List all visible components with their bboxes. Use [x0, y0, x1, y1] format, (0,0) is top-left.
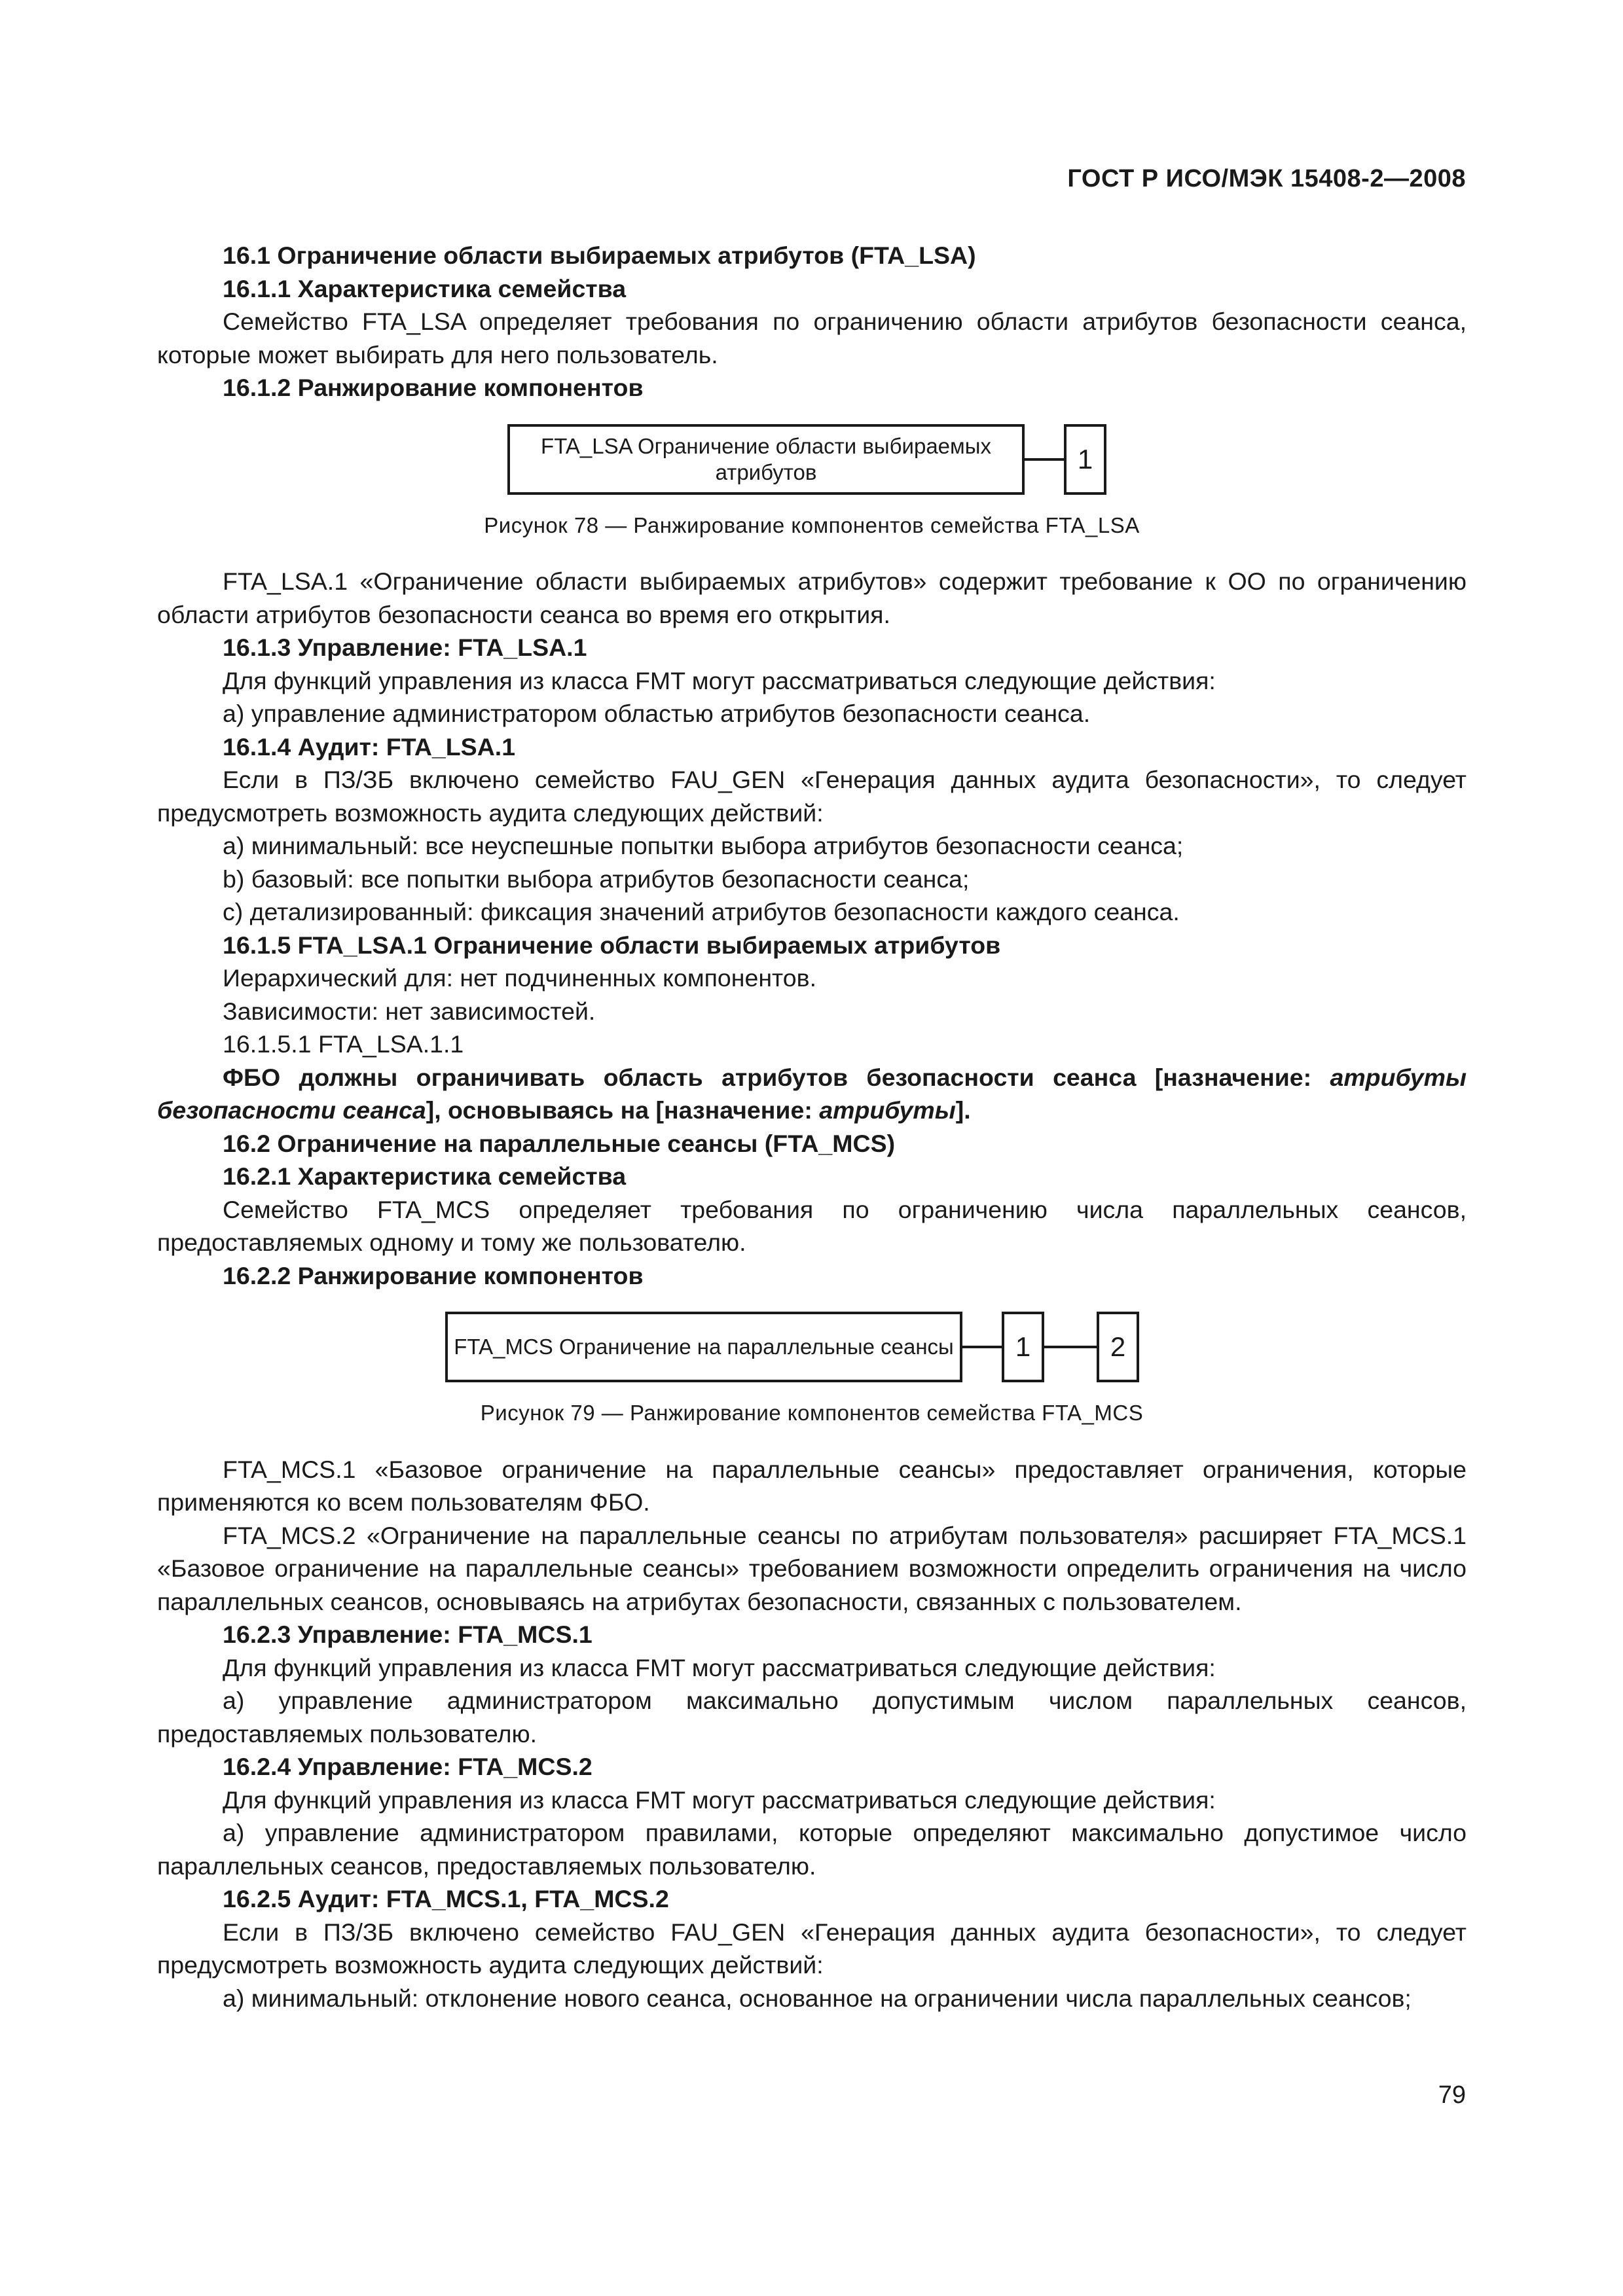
subsection-heading: 16.2.5 Аудит: FTA_MCS.1, FTA_MCS.2	[223, 1885, 669, 1912]
section-heading: 16.1 Ограничение области выбираемых атрибутов (FTA_LSA)	[223, 242, 976, 269]
paragraph: FTA_LSA.1 «Ограничение области выбираемых атрибутов» содержит требование к ОО по ограничению области атрибутов безопасности сеанса во время его открытия.	[157, 567, 1467, 628]
page-content	[157, 239, 1467, 2015]
paragraph: Если в ПЗ/ЗБ включено семейство FAU_GEN «Генерация данных аудита безопасности», то следует предусмотреть возможность аудита следующих действий:	[157, 766, 1467, 827]
section-heading: 16.2 Ограничение на параллельные сеансы (FTA_MCS)	[223, 1129, 896, 1157]
list-item: а) управление администратором максимально допустимым числом параллельных сеансов, предоставляемых пользователю.	[157, 1687, 1467, 1748]
requirement-part: ], основываясь на [назначение:	[426, 1096, 820, 1124]
paragraph: Семейство FTA_LSA определяет требования по ограничению области атрибутов безопасности сеанса, которые может выбирать для него пользователь.	[157, 308, 1467, 368]
list-item: а) управление администратором правилами, которые определяют максимально допустимое число параллельных сеансов, предоставляемых пользователю.	[157, 1819, 1467, 1880]
page-number: 79	[1438, 2081, 1466, 2109]
list-item: а) минимальный: все неуспешные попытки выбора атрибутов безопасности сеанса;	[223, 832, 1184, 859]
paragraph: Для функций управления из класса FMT могут рассматриваться следующие действия:	[223, 1653, 1216, 1681]
subsection-heading: 16.1.5 FTA_LSA.1 Ограничение области выбираемых атрибутов	[223, 931, 1001, 959]
requirement-assignment: атрибуты	[819, 1096, 956, 1124]
paragraph: Для функций управления из класса FMT могут рассматриваться следующие действия:	[223, 1785, 1216, 1814]
paragraph: FTA_MCS.2 «Ограничение на параллельные сеансы по атрибутам пользователя» расширяет FTA_MCS.1 «Базовое ограничение на параллельные сеансы» требованием возможности определить ограничения на число параллельных сеансов, основываясь на атрибутах безопасности, связанных с пользователем.	[157, 1521, 1467, 1615]
fig79-family-box: FTA_MCS Ограничение на параллельные сеансы	[445, 1312, 962, 1382]
subsection-heading: 16.1.1 Характеристика семейства	[223, 274, 627, 302]
paragraph: 16.1.5.1 FTA_LSA.1.1	[223, 1030, 464, 1058]
standard-header: ГОСТ Р ИСО/МЭК 15408-2—2008	[1067, 165, 1466, 192]
requirement-part: ФБО должны ограничивать область атрибутов безопасности сеанса [назначение:	[223, 1063, 1330, 1091]
requirement-assignment: атрибуты безопасности сеанса	[157, 1063, 1467, 1124]
subsection-heading: 16.1.3 Управление: FTA_LSA.1	[223, 634, 587, 661]
fig79-component-1: 1	[1002, 1312, 1044, 1382]
paragraph: Семейство FTA_MCS определяет требования по ограничению числа параллельных сеансов, предоставляемых одному и тому же пользователю.	[157, 1195, 1467, 1256]
figure-78-diagram	[157, 404, 1467, 490]
subsection-heading: 16.2.4 Управление: FTA_MCS.2	[223, 1753, 593, 1780]
subsection-heading: 16.2.2 Ранжирование компонентов	[223, 1261, 644, 1289]
subsection-heading: 16.1.2 Ранжирование компонентов	[223, 374, 644, 401]
subsection-heading: 16.2.3 Управление: FTA_MCS.1	[223, 1621, 593, 1648]
list-item: b) базовый: все попытки выбора атрибутов безопасности сеанса;	[223, 865, 970, 893]
list-item: а) управление администратором областью атрибутов безопасности сеанса.	[223, 700, 1091, 727]
figure-78-caption: Рисунок 78 — Ранжирование компонентов семейства FTA_LSA	[484, 512, 1140, 537]
fig79-component-2: 2	[1097, 1312, 1139, 1382]
paragraph: Если в ПЗ/ЗБ включено семейство FAU_GEN «Генерация данных аудита безопасности», то следует предусмотреть возможность аудита следующих действий:	[157, 1918, 1467, 1979]
fig79-connector-1	[962, 1346, 1002, 1348]
list-item: с) детализированный: фиксация значений атрибутов безопасности каждого сеанса.	[223, 898, 1180, 925]
fig78-connector	[1025, 458, 1064, 461]
paragraph: Иерархический для: нет подчиненных компонентов.	[223, 964, 816, 992]
fig79-connector-2	[1044, 1346, 1097, 1348]
requirement-part: ].	[955, 1096, 971, 1124]
requirement-text	[157, 1061, 1467, 1127]
paragraph: Зависимости: нет зависимостей.	[223, 997, 596, 1025]
paragraph: Для функций управления из класса FMT могут рассматриваться следующие действия:	[223, 666, 1216, 694]
fig78-family-box: FTA_LSA Ограничение области выбираемых атрибутов	[507, 424, 1025, 495]
figure-79-diagram	[157, 1292, 1467, 1377]
list-item: а) минимальный: отклонение нового сеанса, основанное на ограничении числа параллельных сеансов;	[223, 1984, 1412, 2012]
fig78-component-1: 1	[1064, 424, 1106, 495]
subsection-heading: 16.2.1 Характеристика семейства	[223, 1162, 627, 1190]
subsection-heading: 16.1.4 Аудит: FTA_LSA.1	[223, 732, 516, 761]
paragraph: FTA_MCS.1 «Базовое ограничение на параллельные сеансы» предоставляет ограничения, которые применяются ко всем пользователям ФБО.	[157, 1455, 1467, 1516]
figure-79-caption: Рисунок 79 — Ранжирование компонентов семейства FTA_MCS	[480, 1401, 1144, 1425]
